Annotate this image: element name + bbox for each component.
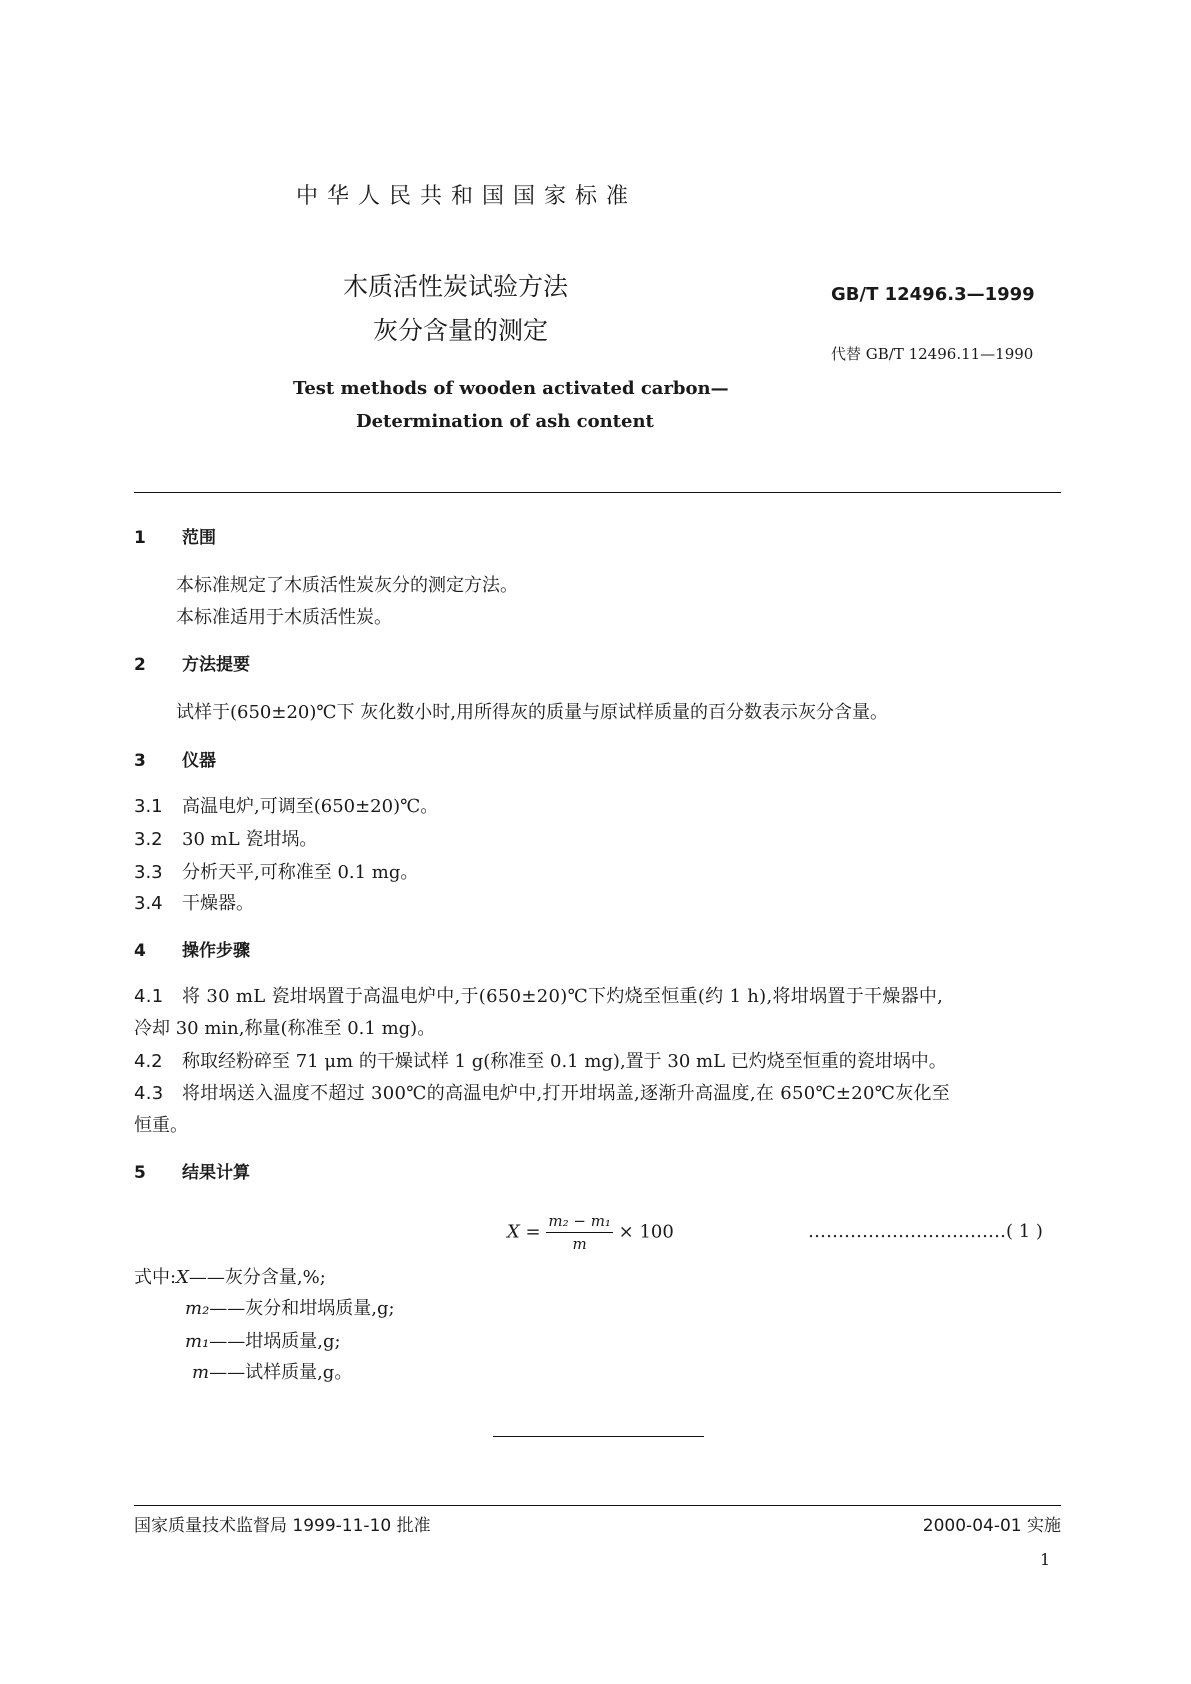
clause-num: 4.2 — [134, 1051, 163, 1072]
clause-4-2 — [134, 1053, 947, 1071]
where-label — [134, 1269, 326, 1287]
standard-code — [831, 286, 1035, 304]
symbol: m₂ — [185, 1298, 210, 1319]
effective-date: 2000-04-01 实施 — [922, 1516, 1061, 1536]
clause-3-4 — [134, 895, 254, 913]
header-divider — [134, 492, 1061, 493]
clause-text: 30 mL 瓷坩埚。 — [182, 829, 318, 850]
symbol: m₁ — [185, 1331, 210, 1352]
equation-number — [808, 1223, 1043, 1241]
definition — [192, 1364, 352, 1382]
page-number: 1 — [1040, 1550, 1051, 1569]
footer-divider — [134, 1505, 1061, 1506]
clause-3-2 — [134, 831, 317, 849]
clause-text: 高温电炉,可调至(650±20)℃。 — [182, 796, 439, 817]
section-num: 5 — [134, 1163, 146, 1183]
clause-4-1-cont: 冷却 30 min,称量(称准至 0.1 mg)。 — [134, 1018, 436, 1039]
section-title: 结果计算 — [182, 1163, 250, 1183]
section-num: 2 — [134, 655, 146, 675]
title-zh-line2: 灰分含量的测定 — [373, 316, 549, 345]
paragraph: 试样于(650±20)℃下 灰化数小时,用所得灰的质量与原试样质量的百分数表示灰分含量。 — [176, 702, 888, 723]
standard-code-text: GB/T 12496.3—1999 — [831, 284, 1035, 305]
definition — [185, 1300, 395, 1318]
approval-text: 国家质量技术监督局 1999-11-10 批准 — [134, 1516, 431, 1536]
paragraph: 本标准规定了木质活性炭灰分的测定方法。 — [176, 575, 518, 596]
section-num: 1 — [134, 528, 146, 548]
replaces-code: 代替 GB/T 12496.11—1990 — [831, 345, 1034, 363]
clause-text: 将坩埚送入温度不超过 300℃的高温电炉中,打开坩埚盖,逐渐升高温度,在 650℃±20℃灰化至 — [182, 1083, 951, 1104]
section-3-heading — [134, 753, 216, 770]
clause-text: 分析天平,可称准至 0.1 mg。 — [182, 862, 419, 883]
clause-text: 称取经粉碎至 71 μm 的干燥试样 1 g(称准至 0.1 mg),置于 30 mL 已灼烧至恒重的瓷坩埚中。 — [182, 1051, 947, 1072]
section-title: 操作步骤 — [182, 941, 250, 961]
paragraph: 本标准适用于木质活性炭。 — [176, 607, 392, 628]
section-4-heading — [134, 943, 250, 960]
section-2-heading — [134, 657, 250, 674]
formula-fraction — [546, 1212, 613, 1253]
clause-3-3 — [134, 864, 418, 882]
clause-4-3-cont: 恒重。 — [134, 1115, 188, 1136]
section-title: 方法提要 — [182, 655, 250, 675]
clause-num: 3.2 — [134, 829, 163, 850]
clause-text: 干燥器。 — [182, 893, 254, 914]
symbol: m — [192, 1362, 210, 1383]
clause-num: 3.3 — [134, 862, 163, 883]
end-rule — [493, 1436, 704, 1437]
section-num: 4 — [134, 941, 146, 961]
clause-num: 4.1 — [134, 986, 164, 1007]
formula — [507, 1212, 674, 1253]
symbol-desc: ——试样质量,g。 — [209, 1362, 353, 1383]
clause-4-1 — [134, 988, 943, 1006]
section-num: 3 — [134, 751, 146, 771]
title-zh-line1: 木质活性炭试验方法 — [343, 272, 569, 301]
section-1-heading — [134, 530, 216, 547]
formula-denominator: m — [572, 1235, 587, 1253]
symbol: X — [176, 1267, 189, 1288]
definition — [185, 1333, 341, 1351]
national-standard-label: 中华人民共和国国家标准 — [296, 184, 638, 209]
symbol-desc: ——灰分和坩埚质量,g; — [209, 1298, 395, 1319]
formula-lhs: X = — [507, 1221, 541, 1243]
symbol-desc: ——灰分含量,%; — [188, 1267, 326, 1288]
clause-text: 将 30 mL 瓷坩埚置于高温电炉中,于(650±20)℃下灼烧至恒重(约 1 h),将坩埚置于干燥器中, — [182, 986, 944, 1007]
section-title: 仪器 — [182, 751, 216, 771]
formula-numerator: m₂ − m₁ — [546, 1212, 613, 1233]
dot-leader: …………………………… — [808, 1221, 1006, 1242]
title-en-line1: Test methods of wooden activated carbon— — [293, 378, 729, 399]
title-en-line2: Determination of ash content — [356, 411, 654, 432]
eq-no: ( 1 ) — [1006, 1221, 1043, 1242]
symbol-desc: ——坩埚质量,g; — [209, 1331, 341, 1352]
clause-4-3 — [134, 1085, 950, 1103]
section-title: 范围 — [182, 528, 216, 548]
section-5-heading — [134, 1165, 250, 1182]
clause-num: 4.3 — [134, 1083, 164, 1104]
clause-num: 3.1 — [134, 796, 163, 817]
clause-num: 3.4 — [134, 893, 163, 914]
clause-3-1 — [134, 798, 438, 816]
where-text: 式中: — [134, 1267, 177, 1288]
formula-times: × 100 — [618, 1221, 674, 1243]
